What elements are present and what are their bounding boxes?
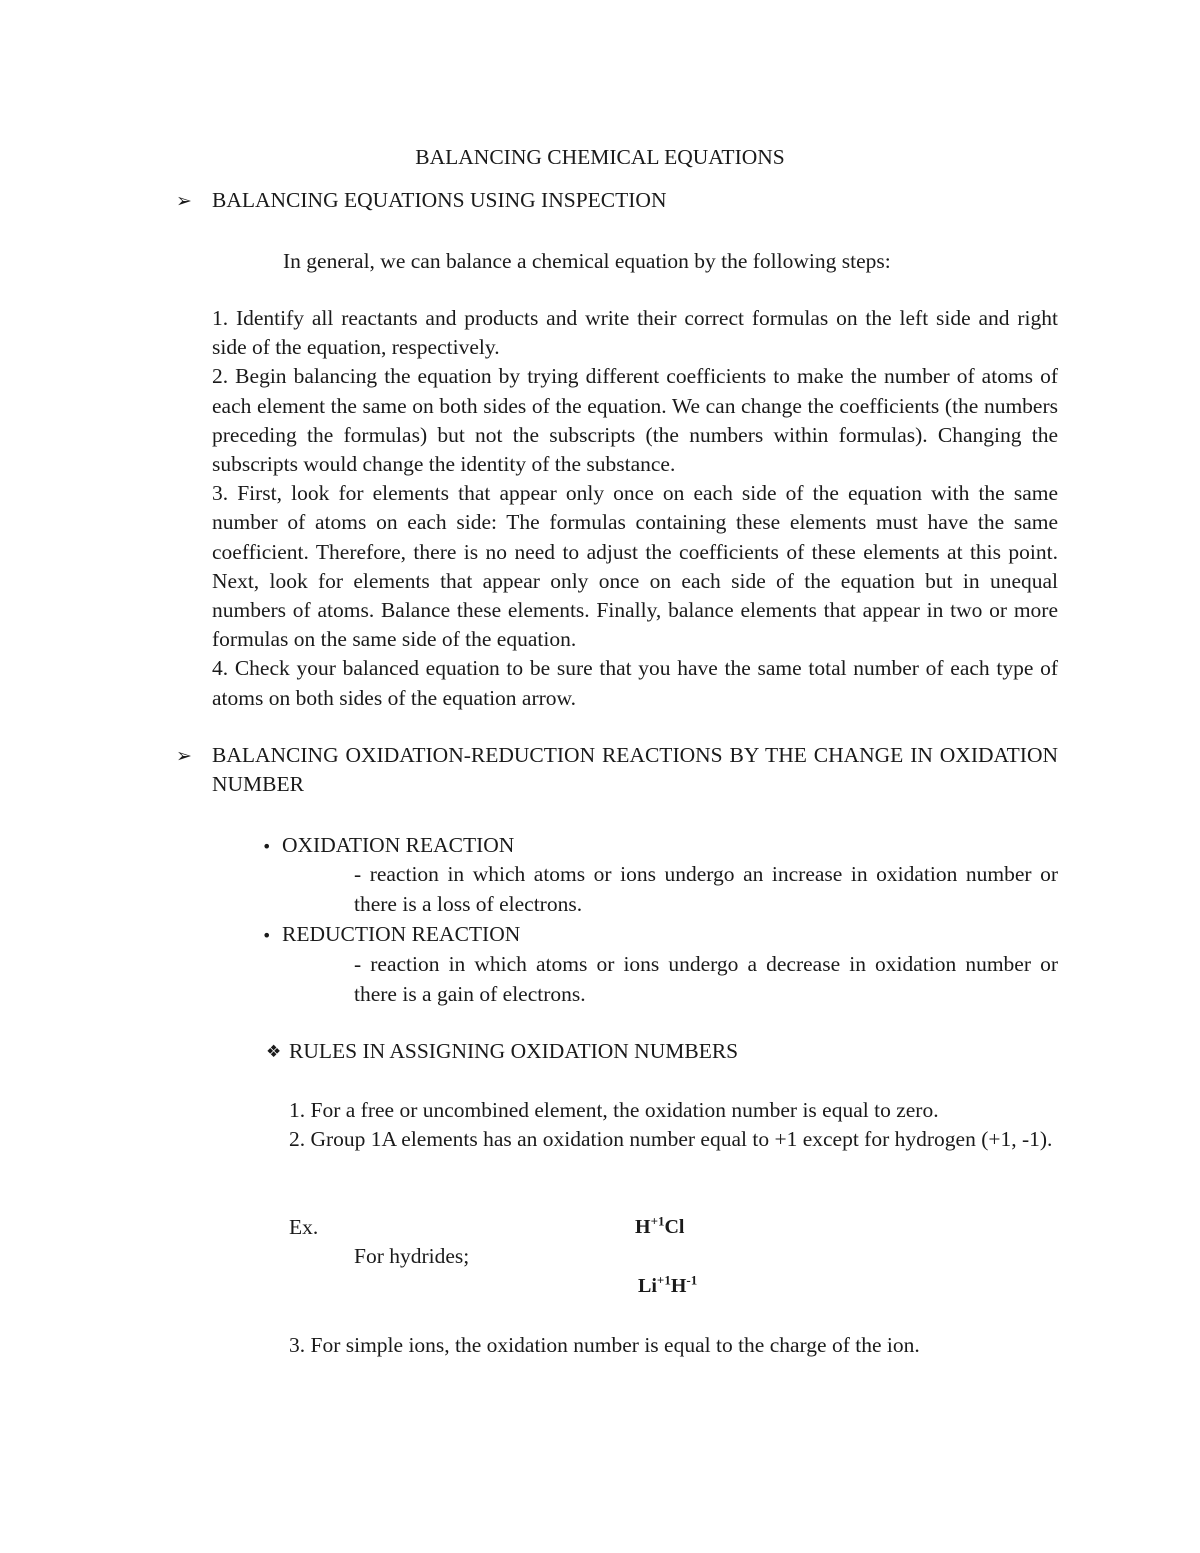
step-item: 3. First, look for elements that appear only once on each side of the equation with the same number of atoms on each side: The formulas containing these elements must have the same coefficient. Therefore, there is no need to adjust the coefficients of these elements at this point. Next, look for elements that appear only once on each side of the equation but in unequal numbers of atoms. Balance these elements. Finally, balance elements that appear in two or more formulas on the same side of the equation.: [212, 481, 1058, 652]
rules-heading: RULES IN ASSIGNING OXIDATION NUMBERS: [289, 1039, 739, 1063]
intro-paragraph: In general, we can balance a chemical equation by the following steps:: [283, 249, 891, 273]
formula-hcl: $H^{+1}Cl$: [635, 1213, 685, 1238]
step-item: 2. Begin balancing the equation by trying different coefficients to make the number of atoms of each element the same on both sides of the equation. We can change the coefficients (the numbers preceding the formulas) but not the subscripts (the numbers within formulas). Changing the subscripts would change the identity of the substance.: [212, 364, 1058, 477]
rule-3: 3. For simple ions, the oxidation number is equal to the charge of the ion.: [289, 1333, 920, 1357]
example-label: Ex.: [289, 1215, 319, 1239]
formula-lih: $Li^{+1}H^{-1}$: [638, 1272, 698, 1297]
section-heading-inspection: BALANCING EQUATIONS USING INSPECTION: [212, 188, 667, 212]
reduction-reaction-label: REDUCTION REACTION: [282, 922, 521, 946]
oxidation-definition: - reaction in which atoms or ions undergo an increase in oxidation number or there is a loss of electrons.: [354, 862, 1058, 916]
section-heading-redox: BALANCING OXIDATION-REDUCTION REACTIONS BY THE CHANGE IN OXIDATION NUMBER: [212, 743, 1058, 797]
dot-bullet-icon: •: [262, 926, 272, 945]
steps-list: [212, 304, 1058, 713]
reduction-definition: - reaction in which atoms or ions undergo a decrease in oxidation number or there is a gain of electrons.: [354, 952, 1058, 1006]
step-item: 4. Check your balanced equation to be sure that you have the same total number of each type of atoms on both sides of the equation arrow.: [212, 656, 1058, 710]
step-item: 1. Identify all reactants and products and write their correct formulas on the left side and right side of the equation, respectively.: [212, 306, 1058, 360]
dot-bullet-icon: •: [262, 837, 272, 856]
rule-2: 2. Group 1A elements has an oxidation number equal to +1 except for hydrogen (+1, -1).: [289, 1127, 1053, 1151]
hydrides-label: For hydrides;: [354, 1244, 470, 1268]
rule-1: 1. For a free or uncombined element, the oxidation number is equal to zero.: [289, 1098, 939, 1122]
diamond-bullet-icon: ❖: [266, 1042, 282, 1062]
arrow-bullet-icon: ➢: [176, 190, 192, 212]
oxidation-reaction-label: OXIDATION REACTION: [282, 833, 515, 857]
page-title: BALANCING CHEMICAL EQUATIONS: [415, 145, 785, 169]
arrow-bullet-icon: ➢: [176, 745, 192, 767]
